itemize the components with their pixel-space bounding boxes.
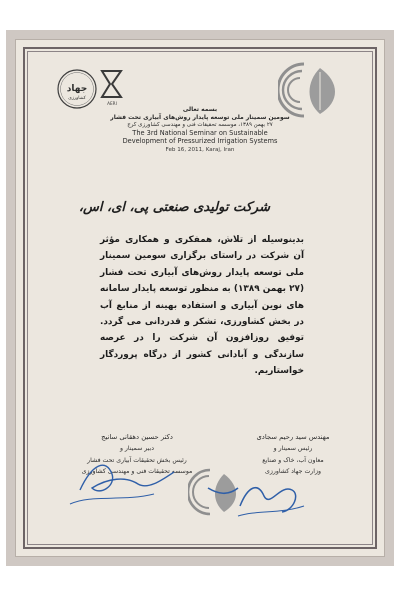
- signer-left-role-3: موسسه تحقیقات فنی و مهندسی کشاورزی: [81, 468, 193, 476]
- aeri-logo-icon: [99, 68, 125, 108]
- jihad-logo-icon: [56, 68, 98, 110]
- signer-right-role-2: معاون آب، خاک و صنایع: [262, 456, 324, 464]
- header-en-line-2: Development of Pressurized Irrigation Systems: [122, 137, 278, 146]
- signer-right-role-3: وزارت جهاد کشاورزی: [265, 468, 321, 476]
- header-fa-line-3: ۲۷ بهمن ۱۳۸۹، موسسه تحقیقات فنی و مهندسی کشاورزی کرج: [127, 122, 273, 128]
- signer-left-role-2: رئیس بخش تحقیقات آبیاری تحت فشار: [87, 456, 187, 464]
- jihad-logo-text: جهاد: [66, 84, 88, 94]
- jihad-logo-subtext: کشاورزی: [68, 96, 86, 101]
- signer-right-name: مهندس سید رحیم سجادی: [256, 433, 330, 441]
- signer-right-role-1: رئیس سمینار و: [273, 445, 313, 452]
- header-fa-line-2: سومین سمینار ملی توسعه پایدار روش‌های آبیاری تحت فشار: [110, 114, 290, 121]
- aeri-logo-text: AERI: [107, 101, 117, 106]
- appreciation-text: بدینوسیله از تلاش، همفکری و همکاری مؤثر آن شرکت در راستای برگزاری سومین سمینار ملی توسعه پایدار روش‌های آبیاری تحت فشار (۲۷ بهمن ۱۳۸۹) به منظور توسعه پایدار سامانه های نوین آبیاری و استفاده بهینه از منابع آب در بخش کشاورزی، تشکر و قدردانی می گردد. توفیق روزافزون آن شرکت را در عرصه سازندگی و آبادانی کشور از درگاه پروردگار خواستاریم.: [100, 235, 304, 377]
- signer-left-role-1: دبیر سمینار و: [119, 445, 155, 452]
- header-en-date: Feb 16, 2011, Karaj, Iran: [165, 146, 235, 153]
- signature-scribble-left-icon: [62, 444, 186, 516]
- header-en-line-1: The 3rd National Seminar on Sustainable: [132, 129, 268, 137]
- company-name: شرکت تولیدی صنعتی پی، ای، اس،: [78, 200, 270, 215]
- signature-scribble-right-icon: [234, 476, 308, 522]
- header-fa-line-1: بسمه تعالی: [182, 106, 218, 113]
- signer-left-name: دکتر حسین دهقانی سانیج: [101, 433, 173, 441]
- certificate-header: [100, 106, 300, 154]
